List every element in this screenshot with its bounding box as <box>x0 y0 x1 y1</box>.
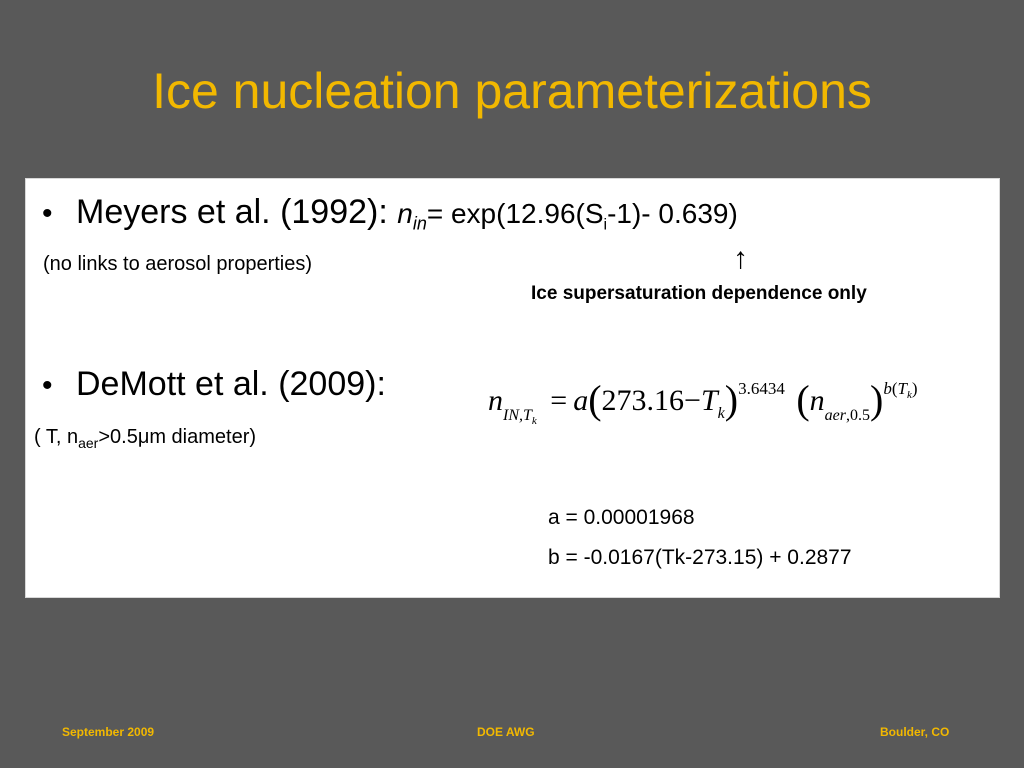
footer-location: Boulder, CO <box>880 725 950 739</box>
demott-formula: $n_{IN,T_k} = a(273.16-T_k)^{3.6434}$ $(n_{aer,0.5})^{b(T_k)}$ <box>488 377 918 427</box>
demott-note: ( T, $n_{aer}>0.5\mu m$ diameter) <box>34 426 257 451</box>
meyers-bullet <box>42 193 738 235</box>
content-panel <box>25 178 1000 598</box>
bullet-dot: • <box>42 369 53 402</box>
demott-label: DeMott et al. (2009): <box>76 365 386 403</box>
slide-title: Ice nucleation parameterizations <box>152 63 872 119</box>
footer-date: September 2009 <box>62 725 155 739</box>
demott-bullet <box>42 365 386 404</box>
ice-supersaturation-note: Ice supersaturation dependence only <box>531 283 867 304</box>
footer-event: DOE AWG <box>477 725 535 739</box>
meyers-label: Meyers et al. (1992): <box>76 193 398 231</box>
coefficient-a: a = 0.00001968 <box>548 506 695 529</box>
bullet-dot: • <box>42 197 53 230</box>
meyers-equation: $n_{in}= \exp(12.96(S_i-1)-$ 0.639) <box>397 198 738 234</box>
coefficient-b: b = -0.0167(Tk-273.15) + 0.2877 <box>548 546 852 569</box>
meyers-note: (no links to aerosol properties) <box>43 253 313 275</box>
up-arrow-icon: ↑ <box>733 242 748 275</box>
